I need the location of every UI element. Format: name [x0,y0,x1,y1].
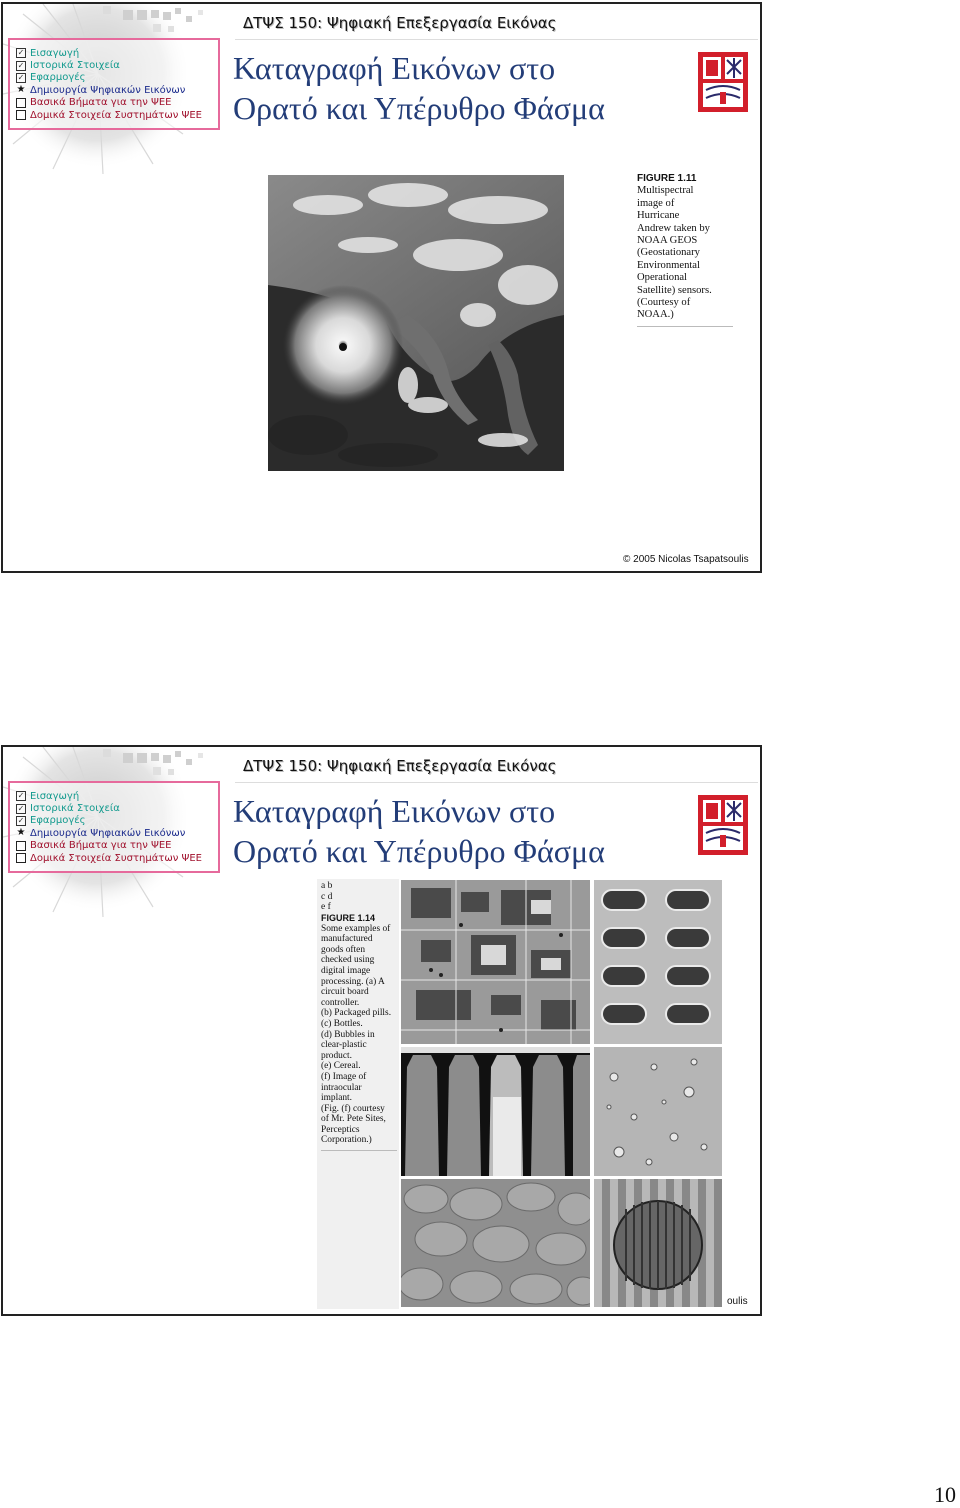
nav-item-label: Δημιουργία Ψηφιακών Εικόνων [30,84,186,96]
page-number: 10 [934,1482,956,1507]
nav-item-image-creation [16,827,218,839]
star-icon: ★ [16,84,26,96]
nav-item-system-components [16,109,218,121]
checkbox-empty-icon [16,98,26,108]
caption-line: Operational [637,272,688,284]
checkbox-empty-icon [16,841,26,851]
caption-line: (Courtesy of [637,297,691,309]
caption-line: controller. [321,997,360,1008]
copyright-partial: oulis [727,1296,748,1307]
caption-line: circuit board [321,987,369,998]
caption-line: checked using [321,955,375,966]
caption-line: digital image [321,965,371,976]
topic-navigation [8,38,220,130]
nav-item-applications [16,72,218,84]
course-title: ΔΤΨΣ 150: Ψηφιακή Επεξεργασία Εικόνας [243,14,557,32]
figure-caption [321,913,397,1151]
nav-item-label: Δομικά Στοιχεία Συστημάτων ΨΕΕ [30,852,202,864]
caption-line: (f) Image of [321,1071,367,1082]
slide-title [233,48,605,128]
panel-letters-row: c d [321,891,333,902]
bubbles-image [594,1047,722,1176]
checkbox-checked-icon: ✓ [17,815,25,825]
checkbox-empty-icon [16,853,26,863]
caption-line: product. [321,1050,352,1061]
checkbox-empty-icon [16,110,26,120]
header-divider [235,782,758,783]
caption-line: (Fig. (f) courtesy [321,1103,385,1114]
nav-item-label: Ιστορικά Στοιχεία [30,803,120,815]
caption-line: (d) Bubbles in [321,1029,375,1040]
caption-line: Corporation.) [321,1135,372,1146]
university-logo [698,795,748,855]
nav-item-label: Ιστορικά Στοιχεία [30,60,120,72]
bottles-image [401,1047,590,1176]
caption-line: Andrew taken by [637,222,710,234]
hurricane-satellite-image [268,175,564,471]
caption-line: (e) Cereal. [321,1061,361,1072]
caption-line: clear-plastic [321,1040,367,1051]
caption-line: Some examples of [321,923,391,934]
checkbox-checked-icon: ✓ [17,791,25,801]
caption-line: Satellite) sensors. [637,284,712,296]
topic-navigation [8,781,220,873]
slide-2 [1,745,762,1316]
caption-line: (b) Packaged pills. [321,1008,392,1019]
caption-line: Multispectral [637,185,694,197]
checkbox-checked-icon: ✓ [17,803,25,813]
university-logo [698,52,748,112]
caption-line: intraocular [321,1082,362,1093]
slide-title-line-1: Καταγραφή Εικόνων στο [233,793,556,829]
nav-item-history [16,802,218,814]
caption-line: Environmental [637,259,700,271]
slide-title [233,791,605,871]
caption-line: goods often [321,944,366,955]
nav-item-image-creation [16,84,218,96]
checkbox-checked-icon: ✓ [17,60,25,70]
panel-letters-row: e f [321,902,331,912]
caption-line: Perceptics [321,1124,360,1135]
caption-line: image of [637,197,675,209]
nav-item-label: Εφαρμογές [30,72,86,84]
nav-item-label: Δημιουργία Ψηφιακών Εικόνων [30,827,186,839]
caption-line: (c) Bottles. [321,1018,363,1029]
nav-item-label: Δομικά Στοιχεία Συστημάτων ΨΕΕ [30,109,202,121]
nav-item-applications [16,815,218,827]
nav-item-label: Εισαγωγή [30,790,80,802]
course-title: ΔΤΨΣ 150: Ψηφιακή Επεξεργασία Εικόνας [243,757,557,775]
panel-letters-row: a b [321,881,333,891]
checkbox-checked-icon: ✓ [17,72,25,82]
caption-line: manufactured [321,934,373,945]
caption-line: implant. [321,1093,352,1104]
slide-1 [1,2,762,573]
nav-item-system-components [16,852,218,864]
nav-item-introduction [16,790,218,802]
header-divider [235,39,758,40]
nav-item-introduction [16,47,218,59]
cereal-image [401,1179,590,1307]
nav-item-label: Εφαρμογές [30,815,86,827]
caption-line: (Geostationary [637,247,700,259]
caption-line: processing. (a) A [321,976,385,987]
slide-title-line-2: Ορατό και Υπέρυθρο Φάσμα [233,90,605,126]
panel-letters [321,881,332,913]
caption-line: NOAA GEOS [637,235,698,247]
caption-line: Hurricane [637,210,680,222]
nav-item-history [16,59,218,71]
caption-line: NOAA.) [637,309,674,321]
packaged-pills-image [594,880,722,1044]
copyright: © 2005 Nicolas Tsapatsoulis [623,554,749,565]
slide-title-line-1: Καταγραφή Εικόνων στο [233,50,556,86]
nav-item-basic-steps [16,840,218,852]
figure-label: FIGURE 1.11 [637,173,697,184]
circuit-board-image [401,880,590,1044]
intraocular-implant-image [594,1179,722,1307]
nav-item-label: Βασικά Βήματα για την ΨΕΕ [30,840,172,852]
checkbox-checked-icon: ✓ [17,48,25,58]
nav-item-label: Εισαγωγή [30,47,80,59]
figure-caption [637,173,733,327]
slide-title-line-2: Ορατό και Υπέρυθρο Φάσμα [233,833,605,869]
figure-label: FIGURE 1.14 [321,913,376,923]
star-icon: ★ [16,827,26,839]
caption-line: of Mr. Pete Sites, [321,1114,386,1125]
nav-item-basic-steps [16,97,218,109]
nav-item-label: Βασικά Βήματα για την ΨΕΕ [30,97,172,109]
